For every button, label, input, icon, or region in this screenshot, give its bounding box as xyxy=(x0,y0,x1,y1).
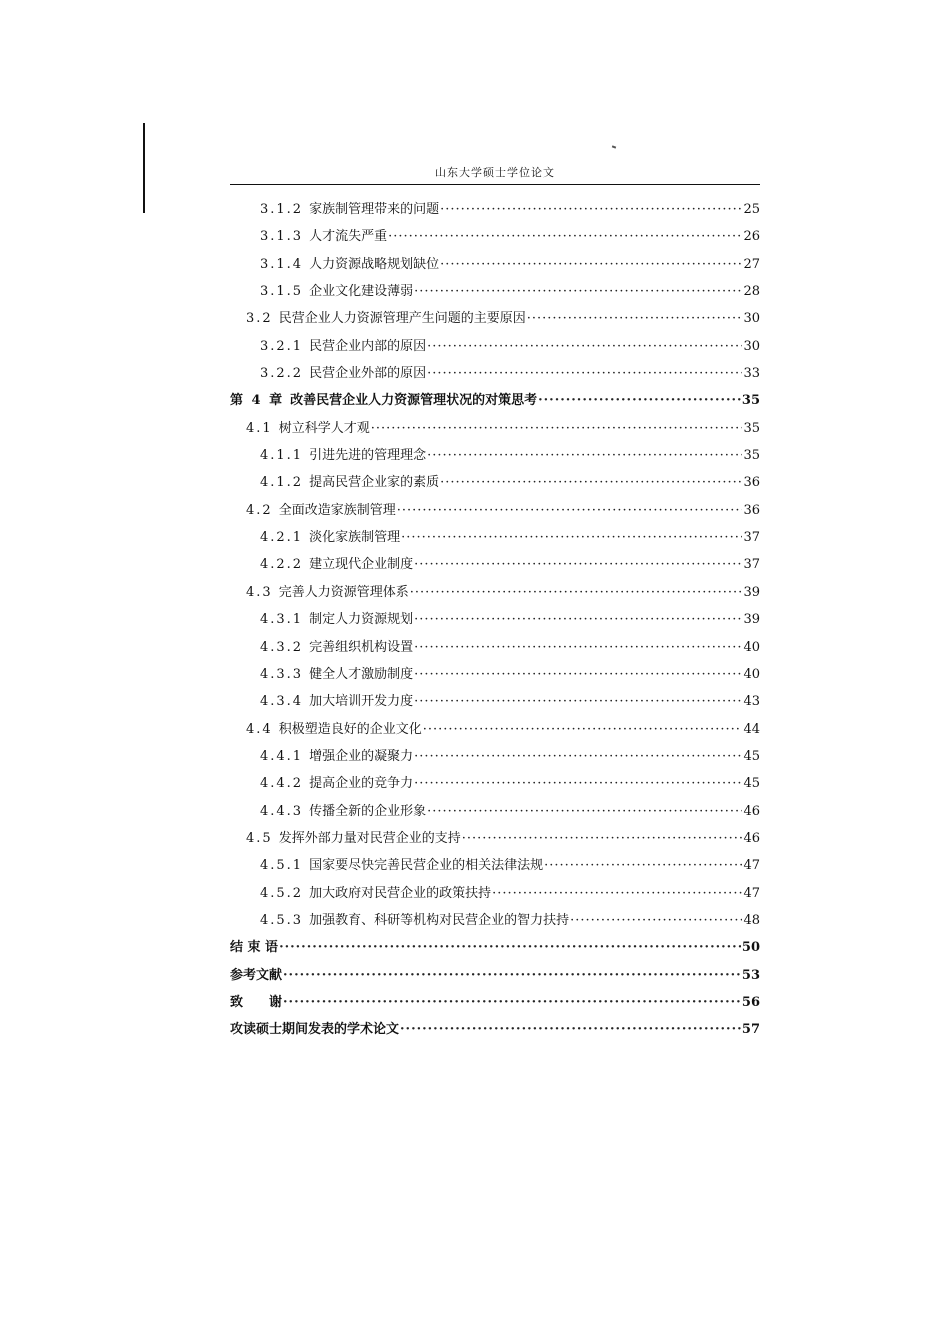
toc-dot-leader xyxy=(570,907,742,934)
toc-dot-leader xyxy=(427,798,742,825)
toc-entry-title: 提高民营企业家的素质 xyxy=(309,475,440,491)
toc-entry-page: 33 xyxy=(743,366,760,382)
toc-entry-title: 企业文化建设薄弱 xyxy=(309,284,414,300)
toc-entry-number: 4.1 xyxy=(246,420,273,436)
toc-entry[interactable] xyxy=(230,880,760,907)
toc-entry-page: 35 xyxy=(741,393,760,409)
toc-entry-number: 4.3.3 xyxy=(260,666,304,682)
toc-entry-title: 健全人才激励制度 xyxy=(309,666,414,682)
toc-entry-title: 人才流失严重 xyxy=(309,229,388,245)
toc-dot-leader xyxy=(397,497,743,524)
toc-entry-title: 结 束 语 xyxy=(230,940,279,956)
toc-entry-title: 积极塑造良好的企业文化 xyxy=(278,721,422,737)
toc-entry-title: 淡化家族制管理 xyxy=(309,530,401,546)
toc-dot-leader xyxy=(414,661,742,688)
toc-entry-title: 民营企业外部的原因 xyxy=(309,366,427,382)
toc-entry[interactable] xyxy=(230,333,760,360)
toc-dot-leader xyxy=(414,688,742,715)
toc-entry[interactable] xyxy=(230,798,760,825)
toc-entry-title: 人力资源战略规划缺位 xyxy=(309,256,440,272)
toc-dot-leader xyxy=(283,962,741,989)
toc-entry-page: 47 xyxy=(743,858,760,874)
toc-entry[interactable] xyxy=(230,962,760,989)
toc-entry-number: 3.1.3 xyxy=(260,229,304,245)
toc-entry[interactable] xyxy=(230,497,760,524)
toc-entry-number: 3.1.5 xyxy=(260,284,304,300)
toc-entry-page: 30 xyxy=(743,311,760,327)
toc-entry-title: 民营企业内部的原因 xyxy=(309,338,427,354)
toc-entry-number: 4.2.1 xyxy=(260,530,304,546)
toc-entry-number: 4.5 xyxy=(246,830,273,846)
toc-dot-leader xyxy=(440,251,742,278)
toc-dot-leader xyxy=(388,223,742,250)
toc-entry[interactable] xyxy=(230,360,760,387)
toc-entry-page: 35 xyxy=(743,420,760,436)
toc-entry-number: 4.4.1 xyxy=(260,748,304,764)
toc-entry-title: 增强企业的凝聚力 xyxy=(309,748,414,764)
toc-entry-number: 4.3.1 xyxy=(260,612,304,628)
toc-entry-title: 国家要尽快完善民营企业的相关法律法规 xyxy=(309,858,544,874)
toc-entry[interactable] xyxy=(230,442,760,469)
toc-dot-leader xyxy=(544,852,742,879)
toc-entry[interactable] xyxy=(230,743,760,770)
toc-entry-number: 4.3.4 xyxy=(260,694,304,710)
toc-entry-number: 4.3.2 xyxy=(260,639,304,655)
toc-entry-page: 45 xyxy=(743,776,760,792)
toc-entry[interactable] xyxy=(230,606,760,633)
toc-entry-number: 4.1.2 xyxy=(260,475,304,491)
toc-dot-leader xyxy=(414,743,742,770)
toc-entry-page: 46 xyxy=(743,830,760,846)
toc-entry-page: 50 xyxy=(741,940,760,956)
toc-entry-title: 传播全新的企业形象 xyxy=(309,803,427,819)
toc-dot-leader xyxy=(414,634,742,661)
toc-dot-leader xyxy=(440,196,742,223)
toc-entry-title: 家族制管理带来的问题 xyxy=(309,202,440,217)
toc-entry-page: 44 xyxy=(743,721,760,737)
toc-entry-number: 4.5.2 xyxy=(260,885,304,901)
toc-entry[interactable] xyxy=(230,989,760,1016)
toc-entry-page: 28 xyxy=(743,284,760,300)
toc-entry-page: 46 xyxy=(743,803,760,819)
toc-entry-page: 35 xyxy=(743,448,760,464)
toc-entry-title: 致 谢 xyxy=(230,994,283,1010)
toc-entry-page: 36 xyxy=(743,502,760,518)
toc-entry-page: 56 xyxy=(741,994,760,1010)
toc-dot-leader xyxy=(410,579,743,606)
toc-entry-title: 改善民营企业人力资源管理状况的对策思考 xyxy=(290,393,538,409)
toc-entry-page: 47 xyxy=(743,885,760,901)
toc-entry-number: 4.5.3 xyxy=(260,912,304,928)
toc-entry[interactable] xyxy=(230,524,760,551)
toc-dot-leader xyxy=(427,360,742,387)
toc-entry-title: 完善人力资源管理体系 xyxy=(278,584,409,600)
toc-dot-leader xyxy=(427,333,742,360)
toc-entry-title: 提高企业的竞争力 xyxy=(309,776,414,792)
toc-entry-title: 攻读硕士期间发表的学术论文 xyxy=(230,1022,400,1038)
toc-dot-leader xyxy=(414,606,742,633)
toc-entry[interactable] xyxy=(230,688,760,715)
toc-entry-page: 39 xyxy=(743,584,760,600)
toc-dot-leader xyxy=(492,880,742,907)
toc-dot-leader xyxy=(414,770,742,797)
scan-margin-line xyxy=(143,123,145,213)
table-of-contents xyxy=(230,196,760,1044)
toc-dot-leader xyxy=(538,387,741,414)
toc-entry[interactable] xyxy=(230,196,760,223)
toc-dot-leader xyxy=(283,989,741,1016)
toc-entry-title: 加强教育、科研等机构对民营企业的智力扶持 xyxy=(309,912,570,928)
toc-entry[interactable] xyxy=(230,934,760,961)
toc-entry[interactable] xyxy=(230,770,760,797)
toc-dot-leader xyxy=(462,825,743,852)
toc-entry[interactable] xyxy=(230,469,760,496)
toc-entry-title: 完善组织机构设置 xyxy=(309,639,414,655)
toc-entry-title: 加大培训开发力度 xyxy=(309,694,414,710)
toc-entry[interactable] xyxy=(230,661,760,688)
toc-entry-number: 4.3 xyxy=(246,584,273,600)
toc-entry-number: 4.2 xyxy=(246,502,273,518)
toc-entry-page: 53 xyxy=(741,967,760,983)
toc-dot-leader xyxy=(414,551,742,578)
toc-entry[interactable] xyxy=(230,825,760,852)
toc-entry[interactable] xyxy=(230,278,760,305)
toc-entry[interactable] xyxy=(230,907,760,934)
toc-entry-number: 4.4 xyxy=(246,721,273,737)
toc-entry-number: 3.1.2 xyxy=(260,202,304,217)
toc-entry-page: 45 xyxy=(743,748,760,764)
toc-entry-number: 3.1.4 xyxy=(260,256,304,272)
toc-dot-leader xyxy=(414,278,742,305)
toc-entry-title: 发挥外部力量对民营企业的支持 xyxy=(278,830,461,846)
toc-dot-leader xyxy=(400,1016,741,1043)
toc-entry[interactable] xyxy=(230,634,760,661)
toc-entry-number: 4.4.2 xyxy=(260,776,304,792)
toc-entry[interactable] xyxy=(230,415,760,442)
toc-entry-title: 参考文献 xyxy=(230,967,283,983)
toc-entry[interactable] xyxy=(230,251,760,278)
toc-entry-title: 民营企业人力资源管理产生问题的主要原因 xyxy=(278,311,526,327)
toc-entry-page: 37 xyxy=(743,557,760,573)
toc-entry-page: 30 xyxy=(743,338,760,354)
toc-dot-leader xyxy=(440,469,742,496)
toc-dot-leader xyxy=(427,442,742,469)
toc-entry-page: 25 xyxy=(743,202,760,217)
scan-speck xyxy=(612,145,616,148)
toc-entry-page: 26 xyxy=(743,229,760,245)
toc-entry-page: 43 xyxy=(743,694,760,710)
toc-entry-page: 40 xyxy=(743,666,760,682)
toc-entry-number: 3.2.2 xyxy=(260,366,304,382)
toc-entry-page: 48 xyxy=(743,912,760,928)
header-title: 山东大学硕士学位论文 xyxy=(435,166,555,179)
toc-entry-title: 引进先进的管理理念 xyxy=(309,448,427,464)
toc-entry-page: 39 xyxy=(743,612,760,628)
toc-entry-page: 37 xyxy=(743,530,760,546)
toc-entry-title: 树立科学人才观 xyxy=(278,420,370,436)
toc-entry[interactable] xyxy=(230,305,760,332)
toc-entry[interactable] xyxy=(230,551,760,578)
toc-entry-number: 4.2.2 xyxy=(260,557,304,573)
toc-entry[interactable] xyxy=(230,716,760,743)
toc-entry-number: 3.2 xyxy=(246,311,273,327)
toc-dot-leader xyxy=(423,716,743,743)
toc-dot-leader xyxy=(279,934,741,961)
toc-entry[interactable] xyxy=(230,579,760,606)
toc-entry-number: 第 4 章 xyxy=(230,393,285,409)
toc-entry-number: 4.4.3 xyxy=(260,803,304,819)
toc-entry[interactable] xyxy=(230,387,760,414)
toc-entry-number: 3.2.1 xyxy=(260,338,304,354)
toc-entry[interactable] xyxy=(230,1016,760,1043)
toc-entry[interactable] xyxy=(230,852,760,879)
toc-entry-page: 36 xyxy=(743,475,760,491)
toc-entry-page: 27 xyxy=(743,256,760,272)
toc-entry-title: 建立现代企业制度 xyxy=(309,557,414,573)
toc-entry-number: 4.5.1 xyxy=(260,858,304,874)
toc-entry-number: 4.1.1 xyxy=(260,448,304,464)
toc-entry-page: 40 xyxy=(743,639,760,655)
page-header xyxy=(230,160,760,185)
toc-entry-title: 制定人力资源规划 xyxy=(309,612,414,628)
toc-dot-leader xyxy=(401,524,742,551)
toc-entry-title: 全面改造家族制管理 xyxy=(278,502,396,518)
toc-entry-page: 57 xyxy=(741,1022,760,1038)
toc-dot-leader xyxy=(527,305,743,332)
toc-entry-title: 加大政府对民营企业的政策扶持 xyxy=(309,885,492,901)
toc-dot-leader xyxy=(371,415,743,442)
toc-entry[interactable] xyxy=(230,223,760,250)
